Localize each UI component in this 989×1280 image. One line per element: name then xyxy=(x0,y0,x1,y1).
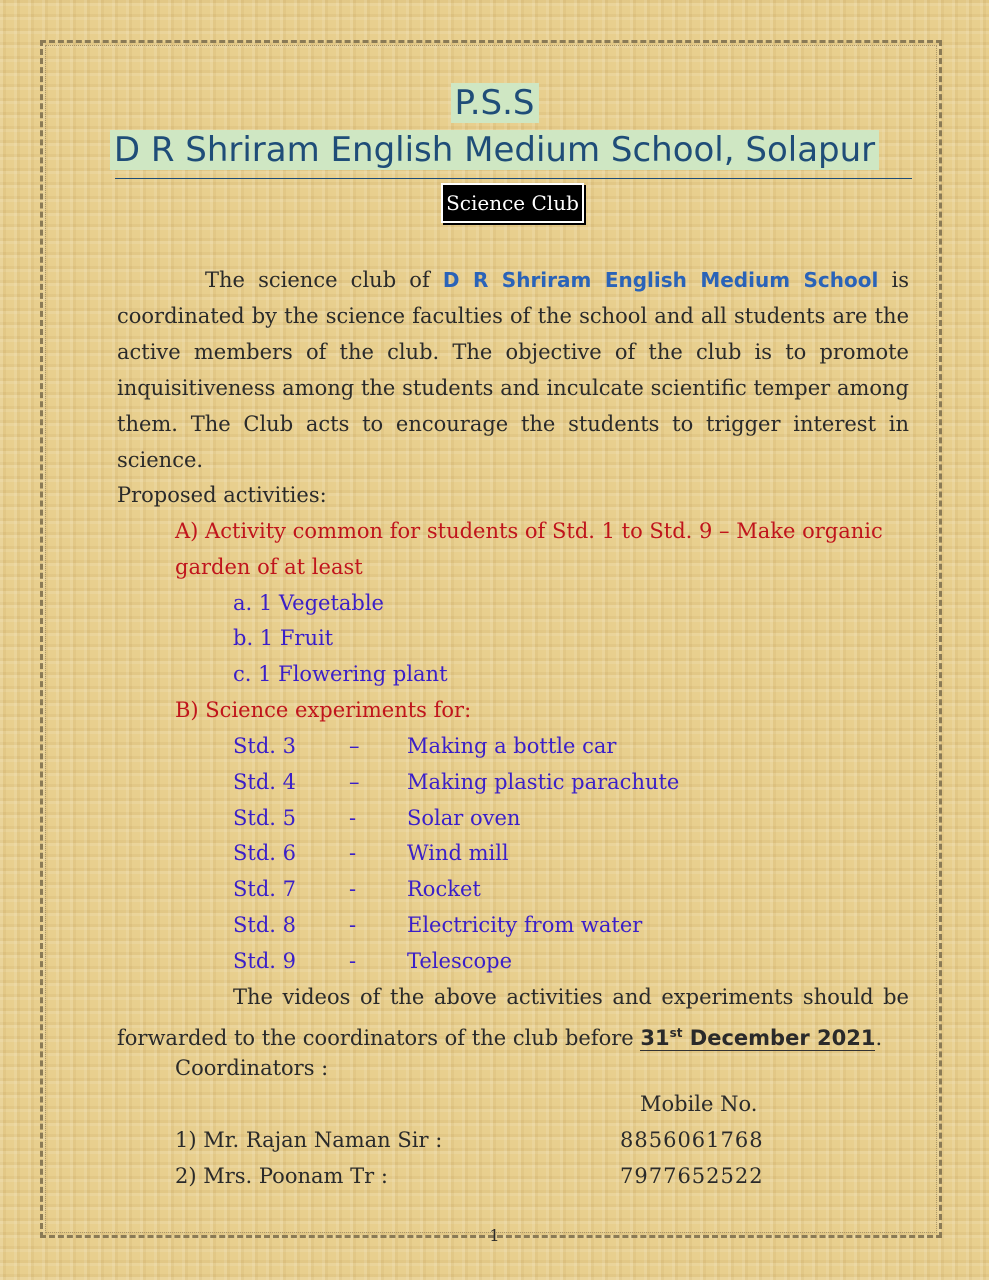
intro-school-name: D R Shriram English Medium School xyxy=(442,268,879,292)
date-suffix: st xyxy=(669,1026,683,1040)
experiment-std: Std. 9 xyxy=(233,949,296,973)
activity-a-item: a. 1 Vegetable xyxy=(233,591,384,615)
school-short-title xyxy=(0,82,989,124)
activity-a-line1: A) Activity common for students of Std. 1 to Std. 9 – Make organic xyxy=(175,519,883,543)
date-rest: December 2021 xyxy=(682,1026,876,1050)
closing-line1: The videos of the above activities and experiments should be xyxy=(233,985,909,1009)
activities-heading: Proposed activities: xyxy=(117,483,327,507)
intro-after: is coordinated by the science faculties of the school and all students are the active members of the club. The objective of the club is to promote inquisitiveness among the students and inculcate scientific temper among them. The Club acts to encourage the students to trigger interest in science. xyxy=(117,268,910,472)
coordinator-mobile: 8856061768 xyxy=(620,1128,764,1152)
experiment-name: Telescope xyxy=(407,949,512,973)
experiment-separator: – xyxy=(349,734,360,758)
coordinator-name: 1) Mr. Rajan Naman Sir : xyxy=(175,1128,443,1152)
activity-a-item: c. 1 Flowering plant xyxy=(233,662,448,686)
experiment-std: Std. 3 xyxy=(233,734,296,758)
experiment-separator: - xyxy=(349,877,357,901)
experiment-std: Std. 7 xyxy=(233,877,296,901)
experiment-separator: - xyxy=(349,841,357,865)
experiment-std: Std. 5 xyxy=(233,806,296,830)
header-divider xyxy=(115,178,912,179)
experiment-name: Rocket xyxy=(407,877,481,901)
activity-b-heading: B) Science experiments for: xyxy=(175,698,472,722)
experiment-name: Making a bottle car xyxy=(407,734,617,758)
activity-a-line2: garden of at least xyxy=(175,555,363,579)
activity-a-item: b. 1 Fruit xyxy=(233,626,334,650)
coordinator-name: 2) Mrs. Poonam Tr : xyxy=(175,1164,388,1188)
coordinators-heading: Coordinators : xyxy=(175,1056,329,1080)
experiment-separator: - xyxy=(349,913,357,937)
school-name-text: D R Shriram English Medium School, Solapur xyxy=(110,130,879,170)
deadline-date xyxy=(640,1026,875,1051)
experiment-name: Wind mill xyxy=(407,841,509,865)
club-title-box: Science Club xyxy=(441,183,584,223)
school-short-text: P.S.S xyxy=(451,83,539,123)
experiment-separator: - xyxy=(349,806,357,830)
date-day: 31 xyxy=(640,1026,670,1050)
experiment-separator: - xyxy=(349,949,357,973)
experiment-separator: – xyxy=(349,770,360,794)
closing-line2-before: forwarded to the coordinators of the club before xyxy=(117,1026,641,1050)
experiment-std: Std. 6 xyxy=(233,841,296,865)
coordinator-mobile: 7977652522 xyxy=(620,1164,764,1188)
experiment-std: Std. 4 xyxy=(233,770,296,794)
page-number: 1 xyxy=(489,1226,500,1245)
school-name-title xyxy=(0,128,989,172)
experiment-name: Electricity from water xyxy=(407,913,643,937)
closing-line2-after: . xyxy=(875,1026,883,1050)
intro-paragraph xyxy=(117,262,909,478)
intro-before: The science club of xyxy=(205,268,443,292)
experiment-name: Making plastic parachute xyxy=(407,770,680,794)
experiment-std: Std. 8 xyxy=(233,913,296,937)
mobile-label: Mobile No. xyxy=(640,1092,758,1116)
experiment-name: Solar oven xyxy=(407,806,521,830)
